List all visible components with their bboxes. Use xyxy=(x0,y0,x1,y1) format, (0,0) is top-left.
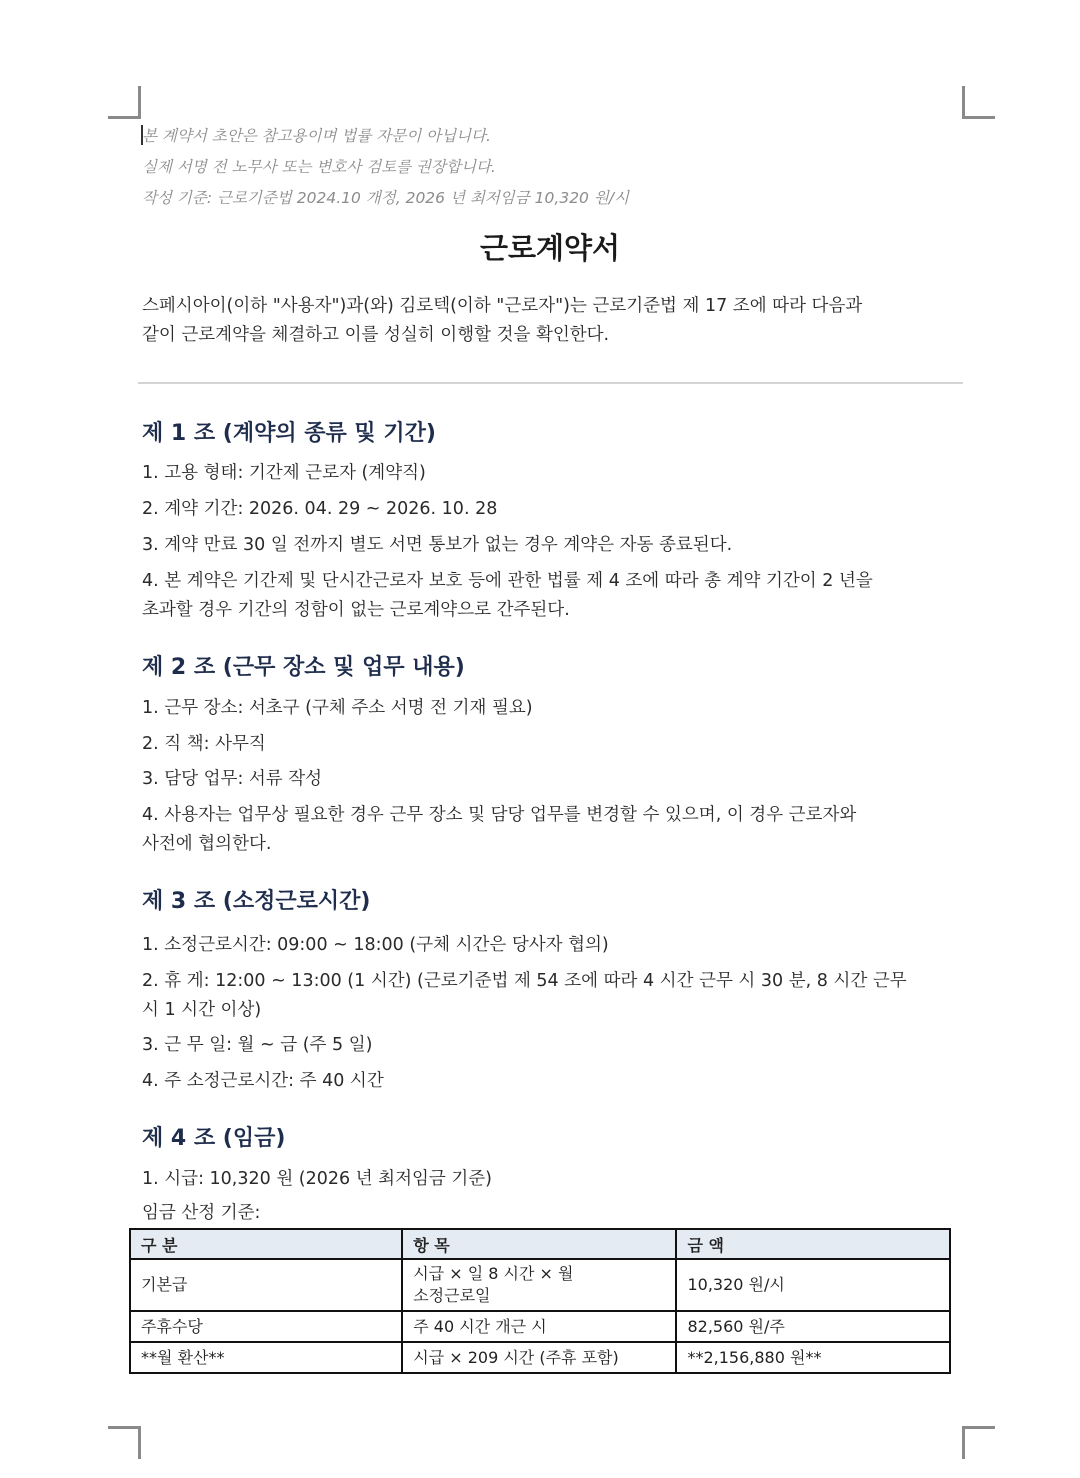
crop-mark-bottom-right xyxy=(962,1426,995,1459)
table-header-cell: 구 분 xyxy=(130,1229,402,1259)
table-header-cell: 금 액 xyxy=(676,1229,950,1259)
table-cell: 82,560 원/주 xyxy=(676,1311,950,1342)
article-line: 임금 산정 기준: xyxy=(142,1203,261,1223)
crop-mark-bottom-left xyxy=(108,1426,141,1459)
article-line: 사전에 협의한다. xyxy=(142,834,272,854)
article-line: 3. 근 무 일: 월 ~ 금 (주 5 일) xyxy=(142,1035,373,1055)
article-line: 2. 직 책: 사무직 xyxy=(142,734,266,754)
disclaimer-note: 본 계약서 초안은 참고용이며 법률 자문이 아닙니다. xyxy=(142,127,491,145)
article-4-heading: 제 4 조 (임금) xyxy=(142,1126,286,1151)
wage-table xyxy=(129,1228,951,1374)
table-cell: **2,156,880 원** xyxy=(676,1342,950,1373)
article-line: 2. 휴 게: 12:00 ~ 13:00 (1 시간) (근로기준법 제 54 조에 따라 4 시간 근무 시 30 분, 8 시간 근무 xyxy=(142,971,907,991)
table-cell-line: 시급 × 일 8 시간 × 월 xyxy=(413,1264,574,1283)
crop-mark-top-right xyxy=(962,86,995,119)
article-line: 4. 주 소정근로시간: 주 40 시간 xyxy=(142,1071,384,1091)
disclaimer-note: 실제 서명 전 노무사 또는 변호사 검토를 권장합니다. xyxy=(142,158,496,176)
article-line: 1. 근무 장소: 서초구 (구체 주소 서명 전 기재 필요) xyxy=(142,698,533,718)
table-cell: 주휴수당 xyxy=(130,1311,402,1342)
article-line: 4. 사용자는 업무상 필요한 경우 근무 장소 및 담당 업무를 변경할 수 있으며, 이 경우 근로자와 xyxy=(142,805,857,825)
article-line: 1. 고용 형태: 기간제 근로자 (계약직) xyxy=(142,463,426,483)
table-cell: 기본급 xyxy=(130,1259,402,1311)
divider xyxy=(138,382,963,384)
table-cell: 주 40 시간 개근 시 xyxy=(402,1311,676,1342)
table-row xyxy=(130,1259,950,1311)
article-line: 2. 계약 기간: 2026. 04. 29 ~ 2026. 10. 28 xyxy=(142,499,498,519)
article-line: 3. 담당 업무: 서류 작성 xyxy=(142,769,323,789)
table-cell: 10,320 원/시 xyxy=(676,1259,950,1311)
table-cell: 시급 × 209 시간 (주휴 포함) xyxy=(402,1342,676,1373)
article-line: 4. 본 계약은 기간제 및 단시간근로자 보호 등에 관한 법률 제 4 조에 따라 총 계약 기간이 2 년을 xyxy=(142,571,873,591)
article-2-heading: 제 2 조 (근무 장소 및 업무 내용) xyxy=(142,655,465,680)
article-line: 초과할 경우 기간의 정함이 없는 근로계약으로 간주된다. xyxy=(142,600,570,620)
document-title: 근로계약서 xyxy=(479,231,621,265)
intro-line: 스페시아이(이하 "사용자")과(와) 김로텍(이하 "근로자")는 근로기준법 제 17 조에 따라 다음과 xyxy=(142,296,863,316)
crop-mark-top-left xyxy=(108,86,141,119)
article-line: 3. 계약 만료 30 일 전까지 별도 서면 통보가 없는 경우 계약은 자동 종료된다. xyxy=(142,535,733,555)
table-cell-line: 소정근로일 xyxy=(413,1286,491,1305)
table-cell xyxy=(402,1259,676,1311)
article-line: 시 1 시간 이상) xyxy=(142,1000,262,1020)
article-line: 1. 시급: 10,320 원 (2026 년 최저임금 기준) xyxy=(142,1169,493,1189)
table-row xyxy=(130,1311,950,1342)
article-1-heading: 제 1 조 (계약의 종류 및 기간) xyxy=(142,421,436,446)
article-line: 1. 소정근로시간: 09:00 ~ 18:00 (구체 시간은 당사자 협의) xyxy=(142,935,609,955)
disclaimer-note: 작성 기준: 근로기준법 2024.10 개정, 2026 년 최저임금 10,320 원/시 xyxy=(142,189,630,207)
table-header-cell: 항 목 xyxy=(402,1229,676,1259)
table-row xyxy=(130,1342,950,1373)
intro-line: 같이 근로계약을 체결하고 이를 성실히 이행할 것을 확인한다. xyxy=(142,325,610,345)
table-header-row xyxy=(130,1229,950,1259)
article-3-heading: 제 3 조 (소정근로시간) xyxy=(142,889,371,914)
table-cell: **월 환산** xyxy=(130,1342,402,1373)
